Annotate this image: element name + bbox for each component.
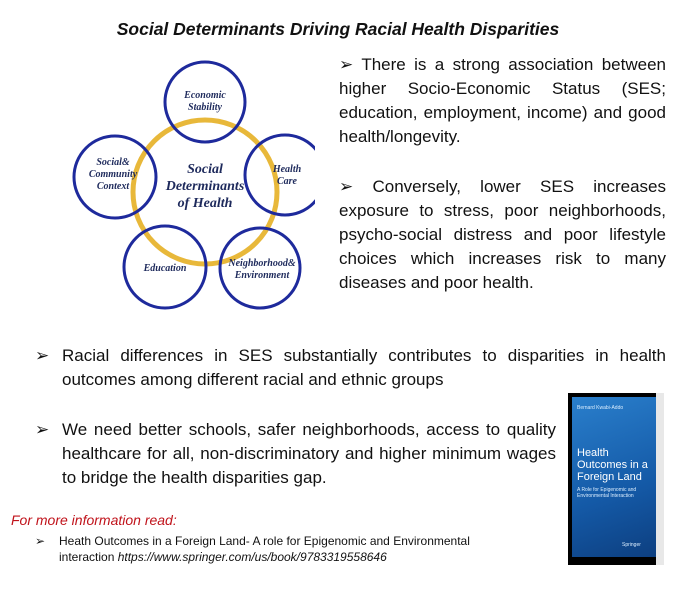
- social-label: Social&: [96, 157, 130, 168]
- bullet-arrow-icon: ➢: [35, 346, 50, 365]
- reference-item: [35, 533, 470, 564]
- right-point-text: There is a strong association between higher Socio-Economic Status (SES; education, employment, income) and good health/longevity.: [339, 55, 667, 146]
- economic-label: Economic: [184, 90, 226, 101]
- social-label-3: Context: [96, 181, 130, 192]
- health-label: Health: [272, 164, 302, 175]
- bullet-arrow-icon: ➢: [339, 177, 354, 196]
- svg-text:HealthCare: [272, 164, 302, 187]
- right-point-text: Conversely, lower SES increases exposure to stress, poor neighborhoods, psycho-social distress and poor lifestyle choices which increases risk to many diseases and poor health.: [339, 177, 666, 292]
- book-title: Health Outcomes in a Foreign Land: [577, 447, 648, 483]
- center-label-1: Social: [187, 162, 223, 177]
- svg-text:Social&CommunityContext: [89, 157, 138, 192]
- svg-text:SocialDeterminantsof Health: [165, 162, 245, 211]
- reference-link[interactable]: https://www.springer.com/us/book/9783319558646: [117, 550, 387, 564]
- ring-health: [245, 135, 315, 215]
- bullet-text: Racial differences in SES substantially contributes to disparities in health outcomes among different racial and ethnic groups: [62, 346, 666, 389]
- social-determinants-diagram: [70, 55, 315, 320]
- neighborhood-label-2: Environment: [234, 270, 290, 281]
- economic-label-2: Stability: [188, 102, 222, 113]
- svg-text:Neighborhood&Environment: [227, 258, 295, 281]
- reference-text-2: interaction: [59, 550, 115, 564]
- svg-text:EconomicStability: [183, 90, 226, 113]
- book-subtitle: A Role for Epigenomic and Environmental Interaction: [577, 487, 637, 499]
- book-author: Bernard Kwabi-Addo: [577, 405, 624, 411]
- bullet-arrow-icon: ➢: [35, 534, 46, 548]
- health-label-2: Care: [277, 176, 297, 187]
- reference-text: Heath Outcomes in a Foreign Land- A role for Epigenomic and Environmental: [59, 534, 470, 548]
- neighborhood-label: Neighborhood&: [228, 258, 296, 269]
- social-label-2: Community: [88, 169, 138, 180]
- center-label-3: of Health: [177, 196, 233, 211]
- right-point-1: [339, 53, 666, 149]
- bullet-arrow-icon: ➢: [35, 420, 50, 439]
- bullet-arrow-icon: ➢: [339, 55, 354, 74]
- book-cover-image: [568, 393, 664, 565]
- education-label: Education: [143, 263, 187, 274]
- right-point-2: [339, 175, 666, 295]
- book-publisher: Springer: [622, 542, 641, 548]
- bullet-text: We need better schools, safer neighborhoods, access to quality healthcare for all, non-discriminatory and higher minimum wages to bridge the health disparities gap.: [62, 420, 556, 487]
- center-label-2: Determinants: [165, 179, 245, 194]
- slide-title: Social Determinants Driving Racial Health Disparities: [116, 19, 560, 39]
- more-info-heading: For more information read:: [11, 512, 177, 528]
